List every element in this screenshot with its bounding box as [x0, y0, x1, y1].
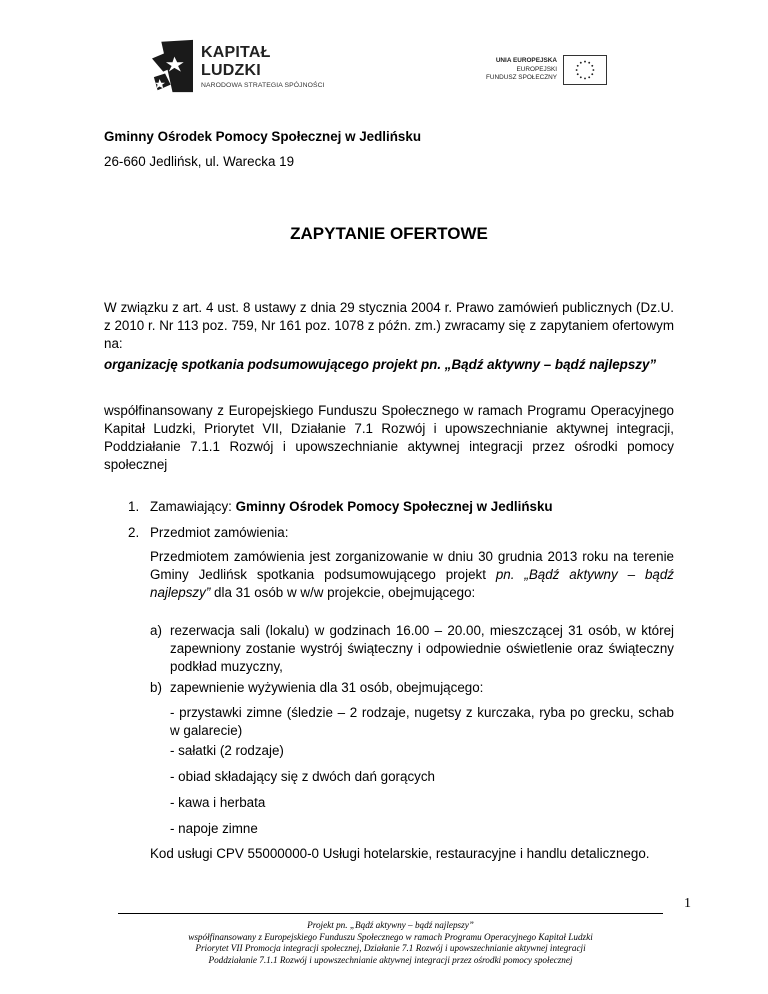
- document-title: ZAPYTANIE OFERTOWE: [290, 224, 488, 243]
- list-item-label: Zamawiający:: [150, 499, 236, 514]
- eu-logo-line3: FUNDUSZ SPOŁECZNY: [486, 74, 558, 82]
- eu-flag-icon: [563, 55, 607, 85]
- eu-logo: [486, 52, 616, 88]
- letter-item-b: [150, 679, 674, 697]
- organization-name: Gminny Ośrodek Pomocy Społecznej w Jedlińsku: [104, 129, 422, 144]
- dash-item-dinner: - obiad składający się z dwóch dań gorących: [170, 769, 435, 784]
- footer-line-3: Priorytet VII Promocja integracji społecznej, Działanie 7.1 Rozwój i upowszechnianie aktywnej integracji: [195, 943, 586, 953]
- dash-item-cold-drinks: - napoje zimne: [170, 821, 258, 836]
- description-part1: Przedmiotem zamówienia jest zorganizowanie w dniu 30 grudnia 2013 roku na terenie Gminy Jedlińsk spotkania podsumowującego projekt: [150, 549, 674, 582]
- eu-logo-line1: UNIA EUROPEJSKA: [495, 57, 558, 65]
- description-project: pn. „Bądź aktywny – bądź najlepszy”: [150, 567, 674, 600]
- cofinancing-paragraph: współfinansowany z Europejskiego Funduszu Społecznego w ramach Programu Operacyjnego Kapitał Ludzki, Priorytet VII, Działanie 7.1 Rozwój i upowszechnianie aktywnej integracji, Poddziałanie 7.1.1 Rozwój i upowszechnianie aktywnej integracji przez ośrodki pomocy społecznej: [104, 403, 674, 472]
- footer: [118, 920, 663, 966]
- kapital-ludzki-name: KAPITAŁ LUDZKI: [201, 43, 271, 79]
- footer-line-2: współfinansowany z Europejskiego Funduszu Społecznego w ramach Programu Operacyjnego Kapitał Ludzki: [188, 931, 593, 942]
- kapital-ludzki-emblem-icon: [152, 38, 193, 94]
- list-item-number: 2.: [128, 525, 140, 540]
- footer-line-1: Projekt pn. „Bądź aktywny – bądź najlepszy”: [307, 920, 474, 930]
- list-item-label: Przedmiot zamówienia:: [150, 525, 289, 540]
- letter-text: zapewnienie wyżywienia dla 31 osób, obejmującego:: [170, 680, 484, 695]
- letter-item-a: [150, 622, 674, 676]
- description-part2: dla 31 osób w w/w projekcie, obejmującego:: [210, 585, 476, 600]
- footer-divider: [118, 913, 663, 914]
- subject-paragraph: organizację spotkania podsumowującego projekt pn. „Bądź aktywny – bądź najlepszy”: [104, 357, 657, 372]
- eu-logo-line2: EUROPEJSKI: [516, 65, 558, 73]
- footer-line-4: Poddziałanie 7.1.1 Rozwój i upowszechnianie aktywnej integracji przez ośrodki pomocy społecznej: [208, 954, 573, 965]
- dash-item-salads: - sałatki (2 rodzaje): [170, 743, 284, 758]
- cpv-code: Kod usługi CPV 55000000-0 Usługi hotelarskie, restauracyjne i handlu detalicznego.: [150, 846, 650, 861]
- letter-label: a): [150, 623, 162, 638]
- kapital-ludzki-tagline: NARODOWA STRATEGIA SPÓJNOŚCI: [201, 81, 325, 89]
- list-item-value: Gminny Ośrodek Pomocy Społecznej w Jedlińsku: [235, 499, 553, 514]
- dash-item-coffee-tea: - kawa i herbata: [170, 795, 266, 810]
- letter-text: rezerwacja sali (lokalu) w godzinach 16.00 – 20.00, mieszczącej 31 osób, w której zapewniony zostanie wystrój świąteczny i odpowiednie oświetlenie oraz świąteczny podkład muzyczny,: [170, 623, 674, 674]
- intro-paragraph: W związku z art. 4 ust. 8 ustawy z dnia 29 stycznia 2004 r. Prawo zamówień publicznych (Dz.U. z 2010 r. Nr 113 poz. 759, Nr 161 poz. 1078 z późn. zm.) zwracamy się z zapytaniem ofertowym na:: [104, 300, 674, 351]
- organization-address: 26-660 Jedlińsk, ul. Warecka 19: [104, 154, 295, 169]
- page-number: 1: [684, 896, 691, 911]
- dash-item-cold-starters: - przystawki zimne (śledzie – 2 rodzaje, nugetsy z kurczaka, ryba po grecku, schab w galarecie): [170, 705, 674, 738]
- order-description: [150, 548, 674, 602]
- kapital-ludzki-logo: [152, 38, 326, 94]
- letter-label: b): [150, 680, 162, 695]
- list-item-number: 1.: [128, 499, 140, 514]
